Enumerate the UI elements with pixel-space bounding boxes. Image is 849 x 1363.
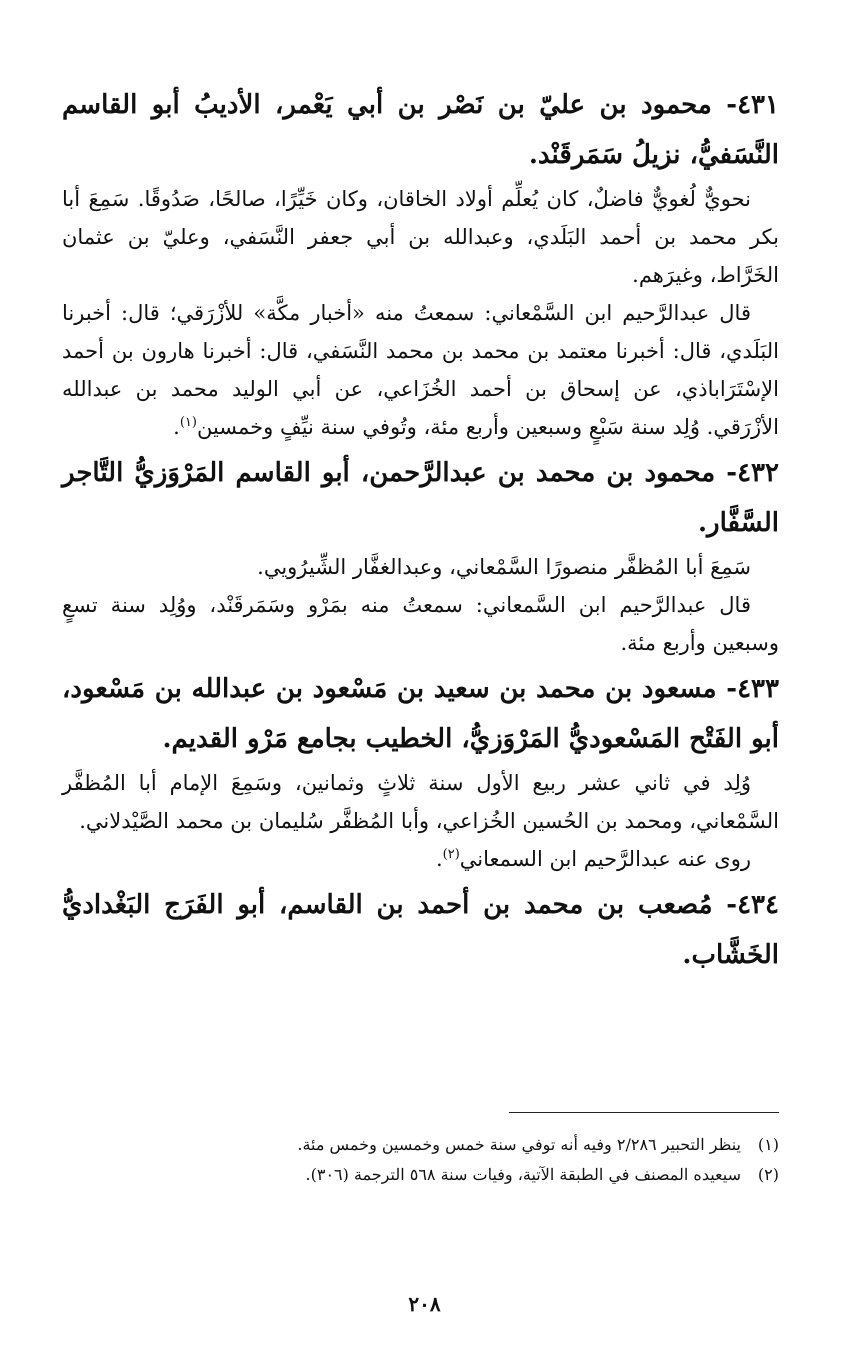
footnote-ref[interactable]: (٢)	[442, 847, 460, 862]
entry-paragraph	[62, 180, 779, 294]
entry-heading: ٤٣٢- محمود بن محمد بن عبدالرَّحمن، أبو القاسم المَرْوَزيُّ التَّاجر السَّفَّار.	[62, 458, 779, 538]
entry-431	[62, 80, 779, 446]
entry-heading: ٤٣١- محمود بن عليّ بن نَصْر بن أبي يَعْمر، الأديبُ أبو القاسم النَّسَفيُّ، نزيلُ سَمَرقَنْد.	[62, 90, 779, 170]
paragraph-text: روى عنه عبدالرَّحيم ابن السمعاني	[459, 847, 751, 871]
paragraph-text: وُلِد في ثاني عشر ربيع الأول سنة ثلاثٍ وثمانين، وسَمِعَ الإمام أبا المُظفَّر السَّمْعاني، ومحمد بن الحُسين الخُزاعي، وأبا المُظفَّر سُليمان بن محمد الصَّيْدلاني.	[62, 771, 779, 833]
footnote-ref[interactable]: (١)	[179, 415, 197, 430]
entry-paragraph: قال عبدالرَّحيم ابن السَّمْعاني: سمعتُ منه «أخبار مكَّة» للأزْرَقي؛ قال: أخبرنا البَلَدي، قال: أخبرنا معتمد بن محمد بن محمد النَّسَفي، قال: أخبرنا هارون بن أحمد الإسْتَرَاباذي، عن إسحاق بن أحمد الخُزَاعي، عن أبي الوليد محمد بن عبدالله الأزْرَقي. وُلِد سنة سَبْعٍ وسبعين وأربع مئة، وتُوفي سنة نيِّفٍ وخمسين$^{(١)}$.	[62, 301, 779, 439]
footnote-text: ينظر التحبير ٢/٢٨٦ وفيه أنه توفي سنة خمس وخمسين وخمس مئة.	[297, 1135, 741, 1154]
paragraph-text: قال عبدالرَّحيم ابن السَّمْعاني: سمعتُ منه «أخبار مكَّة» للأزْرَقي؛ قال: أخبرنا البَلَدي، قال: أخبرنا معتمد بن محمد بن محمد النَّسَفي، قال: أخبرنا هارون بن أحمد الإسْتَرَاباذي، عن إسحاق بن أحمد الخُزَاعي، عن أبي الوليد محمد بن عبدالله الأزْرَقي. وُلِد سنة سَبْعٍ وسبعين وأربع مئة، وتُوفي سنة نيِّفٍ وخمسين	[62, 301, 779, 439]
entry-paragraph	[62, 586, 779, 662]
entry-heading: ٤٣٤- مُصعب بن محمد بن أحمد بن القاسم، أبو الفَرَج البَغْداديُّ الخَشَّاب.	[62, 890, 779, 970]
entry-433	[62, 664, 779, 878]
paragraph-text: سَمِعَ أبا المُظفَّر منصورًا السَّمْعاني، وعبدالغفَّار الشِّيرُويي.	[257, 555, 751, 579]
entry-paragraph	[62, 764, 779, 840]
footnote	[62, 1130, 779, 1160]
footnote-mark: (١)	[757, 1135, 779, 1154]
entry-paragraph: روى عنه عبدالرَّحيم ابن السمعاني$^{(٢)}$.	[435, 847, 751, 871]
page-number: ٢٠٨	[408, 1292, 441, 1316]
footnote	[62, 1160, 779, 1190]
footnote-mark: (٢)	[757, 1165, 779, 1184]
footnotes	[62, 1130, 779, 1190]
entry-paragraph	[62, 548, 779, 586]
entry-432	[62, 448, 779, 662]
paragraph-text: قال عبدالرَّحيم ابن السَّمعاني: سمعتُ منه بمَرْو وسَمَرقَنْد، ووُلِد سنة تسعٍ وسبعين وأربع مئة.	[62, 593, 779, 655]
paragraph-text: نحويٌّ لُغويٌّ فاضلٌ، كان يُعلِّم أولاد الخاقان، وكان خَيِّرًا، صالحًا، صَدُوقًا. سَمِعَ أبا بكر محمد بن أحمد البَلَدي، وعبدالله بن أبي جعفر النَّسَفي، وعليّ بن عثمان الخَرَّاط، وغيرَهم.	[62, 187, 779, 287]
entry-heading: ٤٣٣- مسعود بن محمد بن سعيد بن مَسْعود بن عبدالله بن مَسْعود، أبو الفَتْح المَسْعوديُّ المَرْوَزيُّ، الخطيب بجامع مَرْو القديم.	[62, 674, 779, 754]
entry-434	[62, 880, 779, 980]
footnote-text: سيعيده المصنف في الطبقة الآتية، وفيات سنة ٥٦٨ الترجمة (٣٠٦).	[305, 1165, 741, 1184]
footnote-divider	[509, 1112, 779, 1113]
